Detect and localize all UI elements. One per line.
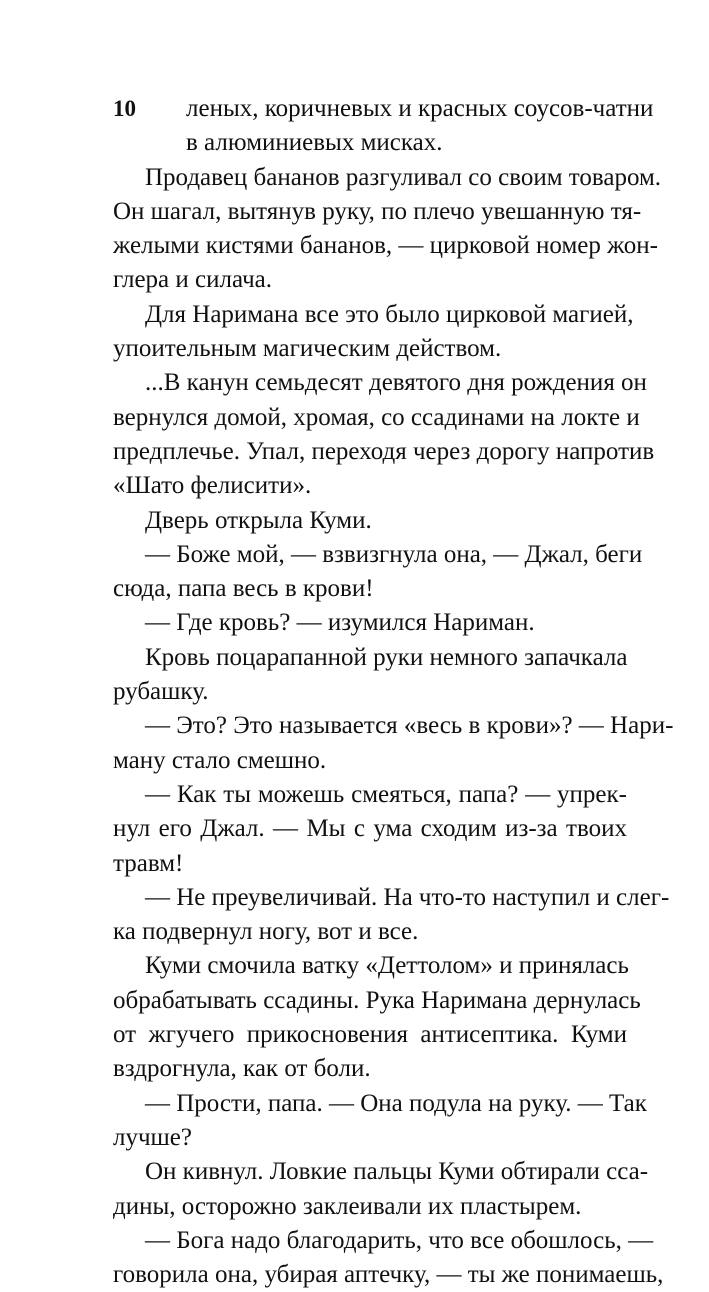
text-line: в алюминиевых мисках. (186, 129, 443, 157)
text-line: обрабатывать ссадины. Рука Наримана дернулась (113, 986, 641, 1014)
text-line: леных, коричневых и красных соусов-чатни (186, 95, 654, 122)
text-line: — Это? Это называется «весь в крови»? — Нари- (145, 712, 674, 740)
text-line: Дверь открыла Куми. (145, 506, 372, 534)
text-line: вернулся домой, хромая, со ссадинами на локте и (113, 403, 640, 431)
text-line: рубашку. (113, 678, 209, 706)
text-line: Он кивнул. Ловкие пальцы Куми обтирали сса- (145, 1158, 649, 1186)
text-line: — Бога надо благодарить, что все обошлось, — (145, 1226, 654, 1254)
text-line: желыми кистями бананов, — цирковой номер жон- (113, 232, 658, 260)
text-line: лучше? (113, 1123, 192, 1151)
text-line: упоительным магическим действом. (113, 335, 502, 363)
text-line: ...В канун семьдесят девятого дня рождения он (145, 369, 647, 397)
text-line: — Прости, папа. — Она подула на руку. — Так (145, 1089, 647, 1117)
text-line: глера и силача. (113, 266, 272, 294)
text-line: Кровь поцарапанной руки немного запачкала (145, 643, 628, 671)
body-text (113, 92, 674, 1292)
text-line: сюда, папа весь в крови! (113, 575, 374, 603)
text-line: «Шато фелисити». (113, 472, 312, 500)
text-line: — Боже мой, — взвизгнула она, — Джал, беги (145, 540, 643, 568)
text-line: травм! (113, 849, 184, 877)
text-line: ка подвернул ногу, вот и все. (113, 918, 419, 946)
text-line: — Не преувеличивай. На что-то наступил и слег- (145, 883, 670, 911)
text-line: дины, осторожно заклеивали их пластырем. (113, 1192, 582, 1220)
text-line: говорила она, убирая аптечку, — ты же понимаешь, (113, 1261, 664, 1289)
text-line: — Как ты можешь смеяться, папа? — упрек- (145, 780, 627, 808)
page-number: 10 (113, 96, 136, 121)
text-line: Для Наримана все это было цирковой магией, (145, 300, 634, 328)
text-line: Куми смочила ватку «Деттолом» и принялась (145, 952, 629, 980)
text-line: — Где кровь? — изумился Нариман. (145, 609, 535, 637)
text-line: Он шагал, вытянув руку, по плечо увешанную тя- (113, 197, 642, 225)
text-line: от жгучего прикосновения антисептика. Куми (113, 1021, 627, 1049)
text-line: Продавец бананов разгуливал со своим товаром. (145, 163, 662, 191)
text-line: ману стало смешно. (113, 746, 327, 774)
text-line: вздрогнула, как от боли. (113, 1055, 371, 1083)
text-line: предплечье. Упал, переходя через дорогу напротив (113, 437, 655, 465)
text-line: нул его Джал. — Мы с ума сходим из-за твоих (113, 815, 627, 843)
